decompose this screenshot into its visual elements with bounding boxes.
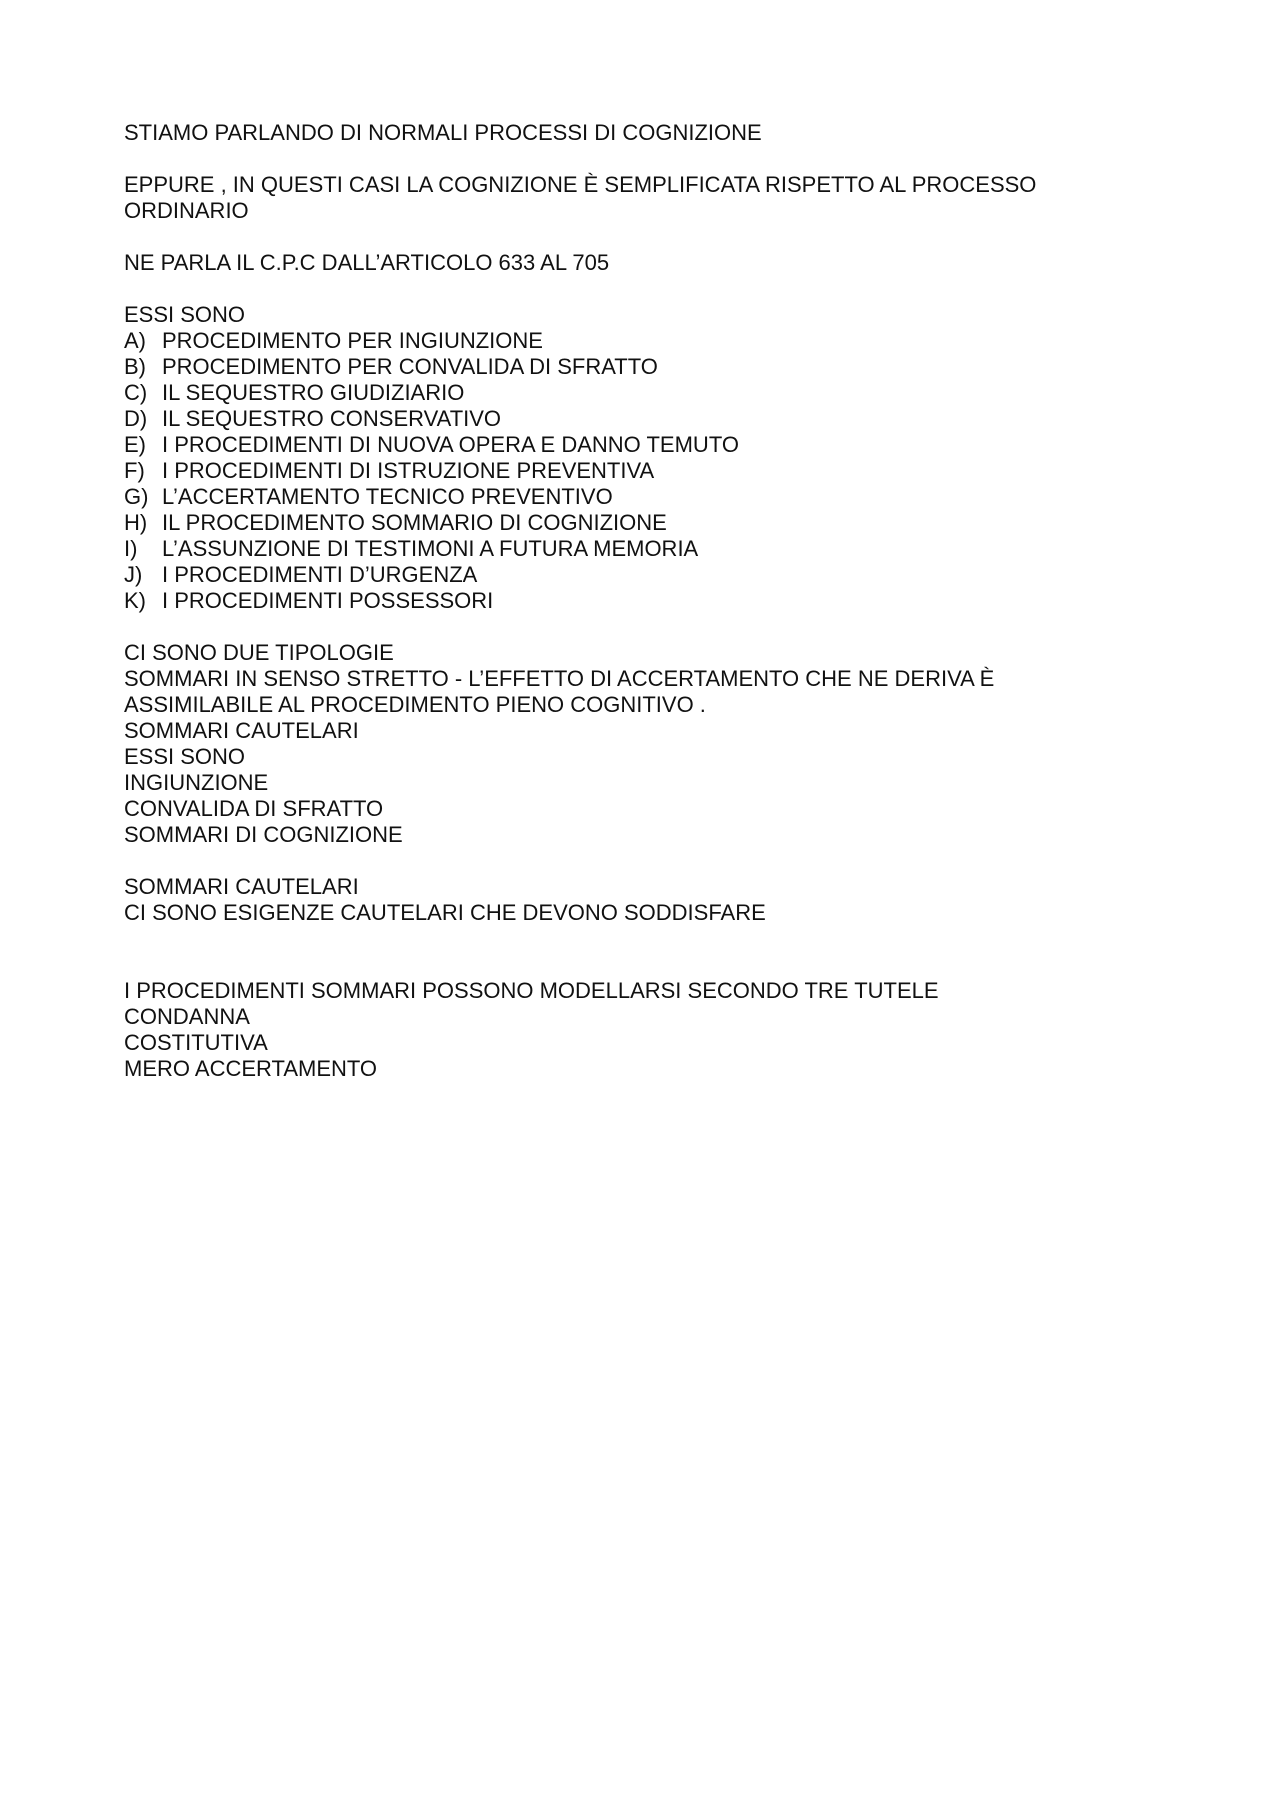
procedures-section [124,302,1164,614]
text-line: CONVALIDA DI SFRATTO [124,796,384,821]
list-letter: G) [124,484,149,509]
list-letter: D) [124,406,148,431]
list-text: I PROCEDIMENTI DI ISTRUZIONE PREVENTIVA [162,458,655,483]
procedures-list [124,328,1164,614]
text-line: ORDINARIO [124,198,249,223]
list-letter: B) [124,354,146,379]
text-line: SOMMARI CAUTELARI [124,718,359,743]
list-text: IL SEQUESTRO CONSERVATIVO [162,406,502,431]
list-item [124,328,1164,354]
text-line: ESSI SONO [124,744,246,769]
text-line: SOMMARI CAUTELARI [124,874,359,899]
list-letter: C) [124,380,148,405]
text-line: INGIUNZIONE [124,770,269,795]
list-text: IL SEQUESTRO GIUDIZIARIO [162,380,465,405]
text-line: EPPURE , IN QUESTI CASI LA COGNIZIONE È SEMPLIFICATA RISPETTO AL PROCESSO [124,172,1037,197]
list-text: L’ASSUNZIONE DI TESTIMONI A FUTURA MEMORIA [162,536,699,561]
paragraph-typologies [124,640,1164,848]
list-item [124,484,1164,510]
text-line: COSTITUTIVA [124,1030,268,1055]
list-letter: H) [124,510,148,535]
text-line: MERO ACCERTAMENTO [124,1056,378,1081]
list-text: I PROCEDIMENTI D’URGENZA [162,562,478,587]
paragraph-cpc-reference [124,250,1164,276]
text-line: CONDANNA [124,1004,250,1029]
list-item [124,458,1164,484]
text-line: CI SONO DUE TIPOLOGIE [124,640,394,665]
document-body [124,120,1164,1108]
text-line: NE PARLA IL C.P.C DALL’ARTICOLO 633 AL 705 [124,250,610,275]
list-item [124,380,1164,406]
list-letter: E) [124,432,146,457]
list-text: I PROCEDIMENTI POSSESSORI [162,588,494,613]
text-line: SOMMARI DI COGNIZIONE [124,822,403,847]
list-text: L’ACCERTAMENTO TECNICO PREVENTIVO [162,484,613,509]
list-item [124,432,1164,458]
list-item [124,536,1164,562]
paragraph-precautionary [124,874,1164,926]
list-intro: ESSI SONO [124,302,246,327]
list-text: PROCEDIMENTO PER CONVALIDA DI SFRATTO [162,354,658,379]
blank-line [124,952,1164,978]
list-letter: I) [124,536,138,561]
paragraph-simplified-cognition [124,172,1164,224]
list-text: PROCEDIMENTO PER INGIUNZIONE [162,328,543,353]
list-item [124,354,1164,380]
text-line: STIAMO PARLANDO DI NORMALI PROCESSI DI COGNIZIONE [124,120,762,145]
list-letter: A) [124,328,146,353]
list-item [124,588,1164,614]
list-item [124,406,1164,432]
list-text: I PROCEDIMENTI DI NUOVA OPERA E DANNO TEMUTO [162,432,739,457]
list-item [124,562,1164,588]
text-line: SOMMARI IN SENSO STRETTO - L’EFFETTO DI ACCERTAMENTO CHE NE DERIVA È [124,666,995,691]
paragraph-protections [124,978,1164,1082]
text-line: I PROCEDIMENTI SOMMARI POSSONO MODELLARSI SECONDO TRE TUTELE [124,978,939,1003]
list-letter: J) [124,562,143,587]
list-item [124,510,1164,536]
text-line: CI SONO ESIGENZE CAUTELARI CHE DEVONO SODDISFARE [124,900,766,925]
list-text: IL PROCEDIMENTO SOMMARIO DI COGNIZIONE [162,510,667,535]
paragraph-intro [124,120,1164,146]
list-letter: F) [124,458,145,483]
list-letter: K) [124,588,146,613]
text-line: ASSIMILABILE AL PROCEDIMENTO PIENO COGNITIVO . [124,692,706,717]
